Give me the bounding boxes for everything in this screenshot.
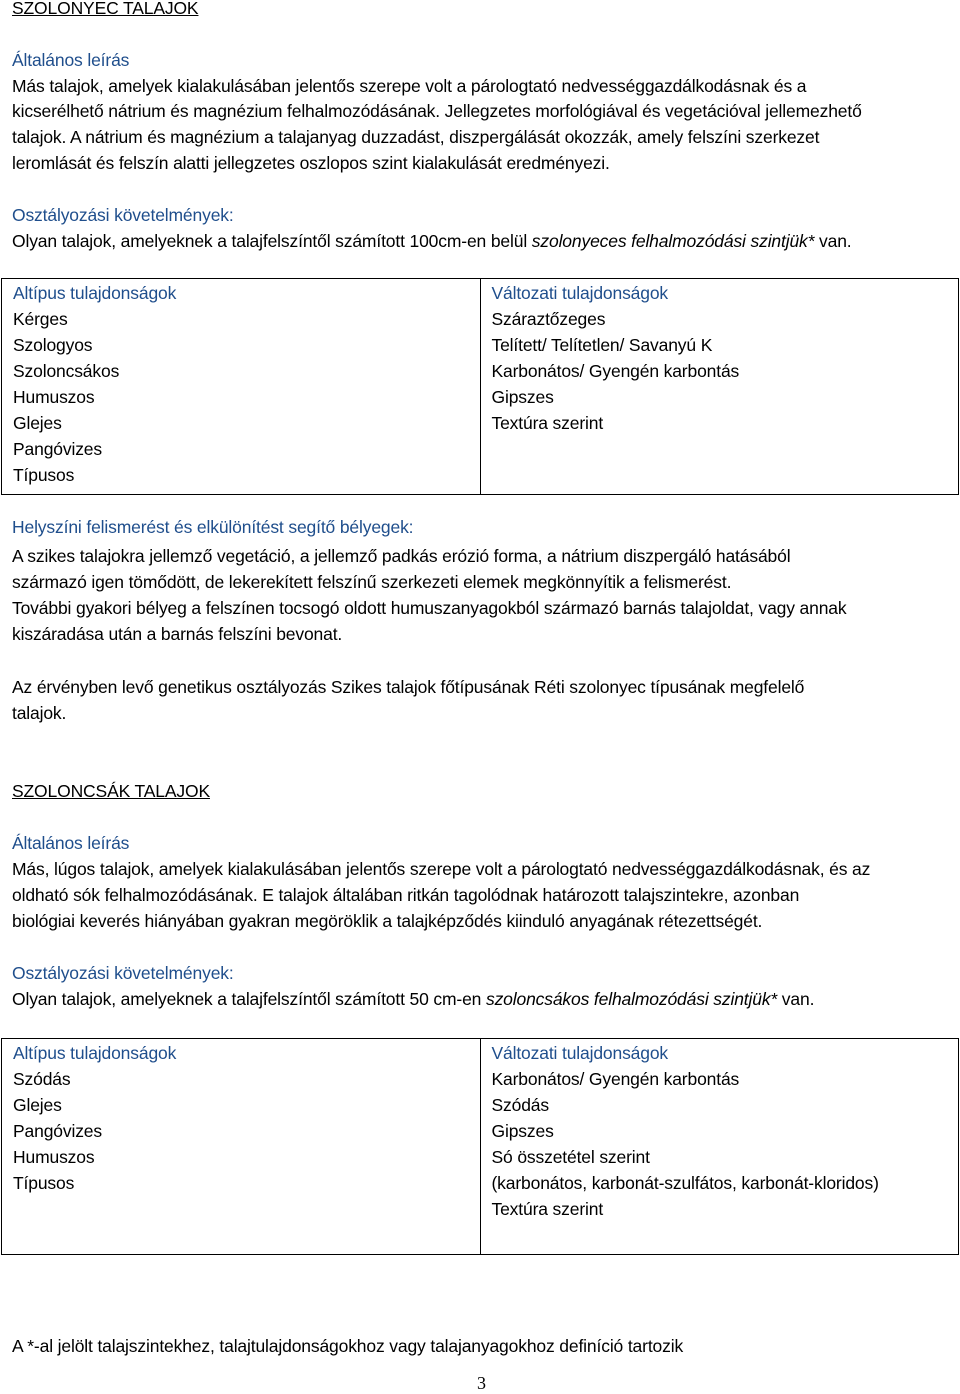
variety-item: Gipszes [491, 387, 554, 407]
variety-item: Só összetétel szerint [491, 1147, 650, 1167]
variety-spacer [492, 1222, 959, 1248]
general-line: biológiai keverés hiányában gyakran megöröklik a talajképződés kiinduló anyagának rétezettségét. [12, 911, 763, 931]
subtype-heading: Altípus tulajdonságok [13, 1043, 177, 1063]
subtype-heading: Altípus tulajdonságok [13, 283, 177, 303]
classification-italic: szoloncsákos felhalmozódási szintjük* [485, 989, 778, 1009]
classification-suffix: van. [814, 231, 852, 251]
variety-heading: Változati tulajdonságok [491, 1043, 669, 1063]
footnote: A *-al jelölt talajszintekhez, talajtulajdonságokhoz vagy talajanyagokhoz definíció tartozik [12, 1336, 684, 1356]
subtype-item: Szologyos [13, 335, 93, 355]
genetic-line: talajok. [12, 703, 67, 723]
field-line: A szikes talajokra jellemző vegetáció, a jellemző padkás erózió forma, a nátrium diszpergáló hatásából [12, 546, 791, 566]
general-line: Más, lúgos talajok, amelyek kialakulásában jelentős szerepe volt a párologtató nedvességgazdálkodásnak, és az [12, 859, 871, 879]
subtype-cell [2, 279, 481, 495]
variety-cell [480, 279, 959, 495]
variety-item: (karbonátos, karbonát-szulfátos, karbonát-kloridos) [491, 1173, 879, 1193]
field-line: származó igen tömődött, de lekerekített felszínű szerkezeti elemek megkönnyítik a felismerést. [12, 572, 732, 592]
general-line: talajok. A nátrium és magnézium a talajanyag duzzadást, diszpergálását okozzák, amely felszíni szerkezet [12, 127, 820, 147]
classification-suffix: van. [777, 989, 815, 1009]
classification-prefix: Olyan talajok, amelyeknek a talajfelszíntől számított 100cm-en belül [12, 231, 532, 251]
subtype-item: Szódás [13, 1069, 71, 1089]
variety-item: Száraztőzeges [491, 309, 606, 329]
classification-text [12, 988, 814, 1010]
field-recognition-heading: Helyszíni felismerést és elkülönítést segítő bélyegek: [12, 517, 414, 537]
variety-item: Telített/ Telítetlen/ Savanyú K [491, 335, 713, 355]
variety-item: Textúra szerint [491, 1199, 604, 1219]
subtype-item: Glejes [13, 413, 62, 433]
subtype-cell [2, 1039, 481, 1255]
general-heading: Általános leírás [12, 833, 130, 853]
section-title-szoloncsak: SZOLONCSÁK TALAJOK [12, 781, 210, 801]
classification-italic: szolonyeces felhalmozódási szintjük* [531, 231, 815, 251]
general-line: leromlását és felszín alatti jellegzetes oszlopos szint kialakulását eredményezi. [12, 153, 610, 173]
variety-cell [480, 1039, 959, 1255]
general-heading: Általános leírás [12, 50, 130, 70]
subtype-item: Pangóvizes [13, 1121, 102, 1141]
section-title-szolonyec: SZOLONYEC TALAJOK [12, 0, 199, 18]
variety-heading: Változati tulajdonságok [491, 283, 669, 303]
variety-item: Karbonátos/ Gyengén karbontás [491, 361, 740, 381]
subtype-item: Szoloncsákos [13, 361, 120, 381]
variety-item: Gipszes [491, 1121, 554, 1141]
variety-item: Szódás [491, 1095, 549, 1115]
subtype-item: Glejes [13, 1095, 62, 1115]
general-line: kicserélhető nátrium és magnézium felhalmozódásának. Jellegzetes morfológiával és vegetációval jellemezhető [12, 101, 862, 121]
field-line: További gyakori bélyeg a felszínen tocsogó oldott humuszanyagokból származó barnás talajoldat, vagy annak [12, 598, 847, 618]
variety-item: Karbonátos/ Gyengén karbontás [491, 1069, 740, 1089]
properties-table-1 [1, 278, 959, 495]
subtype-item: Típusos [13, 1173, 75, 1193]
classification-heading: Osztályozási követelmények: [12, 205, 234, 225]
classification-prefix: Olyan talajok, amelyeknek a talajfelszíntől számított 50 cm-en [12, 989, 486, 1009]
page-number: 3 [477, 1373, 486, 1393]
general-line: oldható sók felhalmozódásának. E talajok általában ritkán tagolódnak határozott talajszintekre, azonban [12, 885, 800, 905]
subtype-item: Humuszos [13, 1147, 95, 1167]
classification-heading: Osztályozási követelmények: [12, 963, 234, 983]
subtype-item: Típusos [13, 465, 75, 485]
variety-item: Textúra szerint [491, 413, 604, 433]
field-line: kiszáradása után a barnás felszíni bevonat. [12, 624, 343, 644]
subtype-item: Humuszos [13, 387, 95, 407]
subtype-item: Kérges [13, 309, 68, 329]
classification-text [12, 230, 852, 252]
properties-table-2 [1, 1038, 959, 1255]
subtype-item: Pangóvizes [13, 439, 102, 459]
general-line: Más talajok, amelyek kialakulásában jelentős szerepe volt a párologtató nedvességgazdálkodásnak és a [12, 76, 807, 96]
genetic-line: Az érvényben levő genetikus osztályozás Szikes talajok főtípusának Réti szolonyec típusának megfelelő [12, 677, 805, 697]
